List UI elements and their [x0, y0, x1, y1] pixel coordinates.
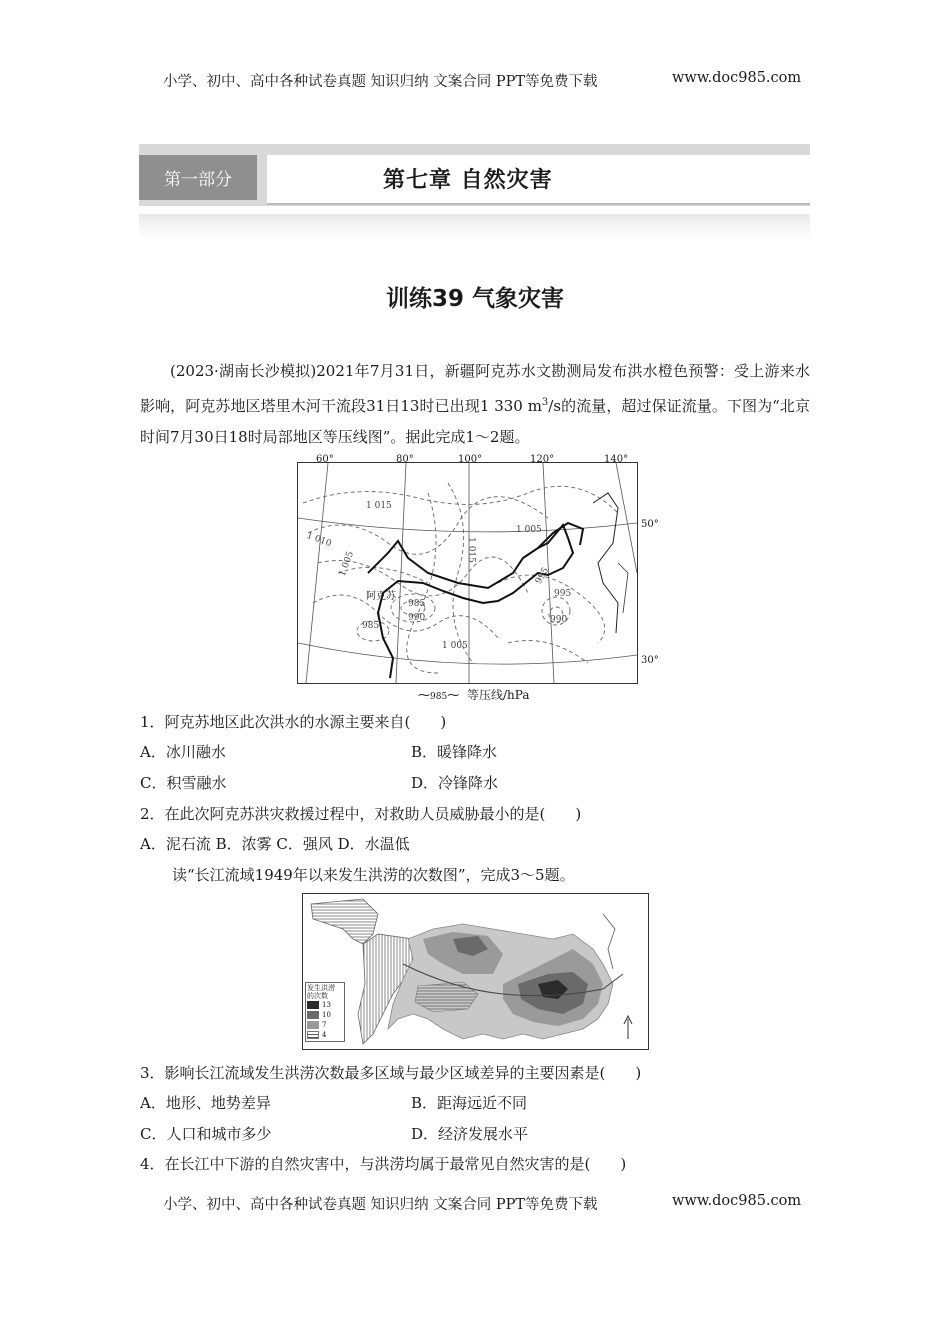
question-3-stem: 3．影响长江流域发生洪涝次数最多区域与最少区域差异的主要因素是( )	[140, 1064, 642, 1082]
isobar-label: 995	[554, 589, 572, 599]
flood-legend-row	[307, 1010, 343, 1020]
isobar-label: 1 005	[442, 641, 468, 651]
question-2-options[interactable]: A．泥石流 B．浓雾 C．强风 D．水温低	[140, 835, 410, 853]
legend-symbol-curve: ⁓	[447, 688, 464, 702]
isobar-legend	[418, 686, 529, 703]
parallel-50	[298, 518, 637, 532]
chapter-title: 第七章 自然灾害	[383, 168, 553, 193]
legend-swatch	[307, 1021, 319, 1029]
lat-label-30: 30°	[641, 655, 659, 666]
question-3-option-d[interactable]: D．经济发展水平	[411, 1125, 529, 1143]
isobar-label: 1 005	[516, 525, 542, 535]
legend-value: 10	[322, 1011, 331, 1019]
question-1-option-a[interactable]: A．冰川融水	[140, 743, 226, 761]
isobar-label: 1 015	[465, 537, 476, 563]
isobar-label: 985	[408, 599, 426, 609]
legend-value: 4	[322, 1031, 327, 1039]
reading-prompt: 读“长江流域1949年以来发生洪涝的次数图”，完成3～5题。	[172, 866, 575, 884]
isobar-map	[297, 454, 659, 684]
meridian-80	[396, 463, 406, 683]
intro-text-1: (2023·湖南长沙模拟)2021年7月31日，新疆阿克苏水文勘测局发布洪水橙色预警：受上游来水影响，阿克苏地区塔里木河干流段31日13时已出现1 330 m	[140, 362, 810, 415]
legend-swatch	[307, 1031, 319, 1039]
isobar-label: 1 010	[305, 530, 333, 550]
legend-swatch	[307, 1011, 319, 1019]
isobar-label: 990	[408, 613, 426, 623]
intro-paragraph	[140, 356, 810, 453]
lon-label-100: 100°	[458, 454, 483, 465]
banner-shadow	[139, 214, 810, 240]
lat-label-50: 50°	[641, 519, 659, 530]
place-aksu: 阿克苏	[366, 591, 396, 602]
lon-label-80: 80°	[396, 454, 414, 465]
lon-label-140: 140°	[604, 454, 629, 465]
legend-text: 等压线/hPa	[467, 688, 530, 702]
intro-text-2: /s的流量，超过保证流量。下图为“北京时间7月30日18时局部地区等压线图”。据此完成1～2题。	[140, 397, 810, 446]
question-3-option-b[interactable]: B．距海远近不同	[411, 1094, 528, 1112]
flood-map-svg	[303, 894, 648, 1049]
flood-legend-row	[307, 1000, 343, 1010]
question-1-option-b[interactable]: B．暖锋降水	[411, 743, 498, 761]
isobar-label: 1 005	[337, 550, 356, 578]
footer-text: 小学、初中、高中各种试卷真题 知识归纳 文案合同 PPT等免费下载	[163, 1197, 598, 1213]
question-3-option-a[interactable]: A．地形、地势差异	[140, 1094, 271, 1112]
question-1-option-c[interactable]: C．积雪融水	[140, 774, 227, 792]
lesson-title: 训练39 气象灾害	[385, 286, 564, 312]
flood-legend-row	[307, 1020, 343, 1030]
isobar-label: 990	[550, 615, 568, 625]
isobar-label: 1 015	[366, 501, 392, 511]
legend-symbol-value: 985	[430, 692, 448, 702]
legend-value: 13	[322, 1001, 331, 1009]
meridian-60	[306, 463, 328, 683]
header-site[interactable]: www.doc985.com	[672, 70, 802, 86]
lon-label-120: 120°	[530, 454, 555, 465]
question-1-option-d[interactable]: D．冷锋降水	[411, 774, 499, 792]
question-1-stem: 1．阿克苏地区此次洪水的水源主要来自( )	[140, 713, 447, 731]
lon-label-60: 60°	[316, 454, 334, 465]
flood-legend-title-2: 的次数	[307, 992, 328, 1000]
footer-site[interactable]: www.doc985.com	[672, 1193, 802, 1209]
isobar-label: 995	[533, 566, 552, 586]
legend-symbol-curve: ⁓	[418, 688, 430, 702]
flood-legend-title-1: 发生洪涝	[307, 984, 335, 992]
legend-swatch	[307, 1001, 319, 1009]
header-text: 小学、初中、高中各种试卷真题 知识归纳 文案合同 PPT等免费下载	[163, 74, 598, 90]
question-2-stem: 2．在此次阿克苏洪灾救援过程中，对救助人员威胁最小的是( )	[140, 805, 582, 823]
intro-superscript: 3	[541, 397, 549, 408]
flood-legend	[305, 982, 345, 1042]
flood-legend-row	[307, 1030, 343, 1040]
question-3-option-c[interactable]: C．人口和城市多少	[140, 1125, 272, 1143]
isobar-label: 985	[362, 621, 380, 631]
meridian-140	[616, 463, 637, 573]
legend-value: 7	[322, 1021, 327, 1029]
part-label: 第一部分	[139, 155, 257, 200]
flood-map	[302, 893, 649, 1050]
question-4-stem: 4．在长江中下游的自然灾害中，与洪涝均属于最常见自然灾害的是( )	[140, 1155, 627, 1173]
